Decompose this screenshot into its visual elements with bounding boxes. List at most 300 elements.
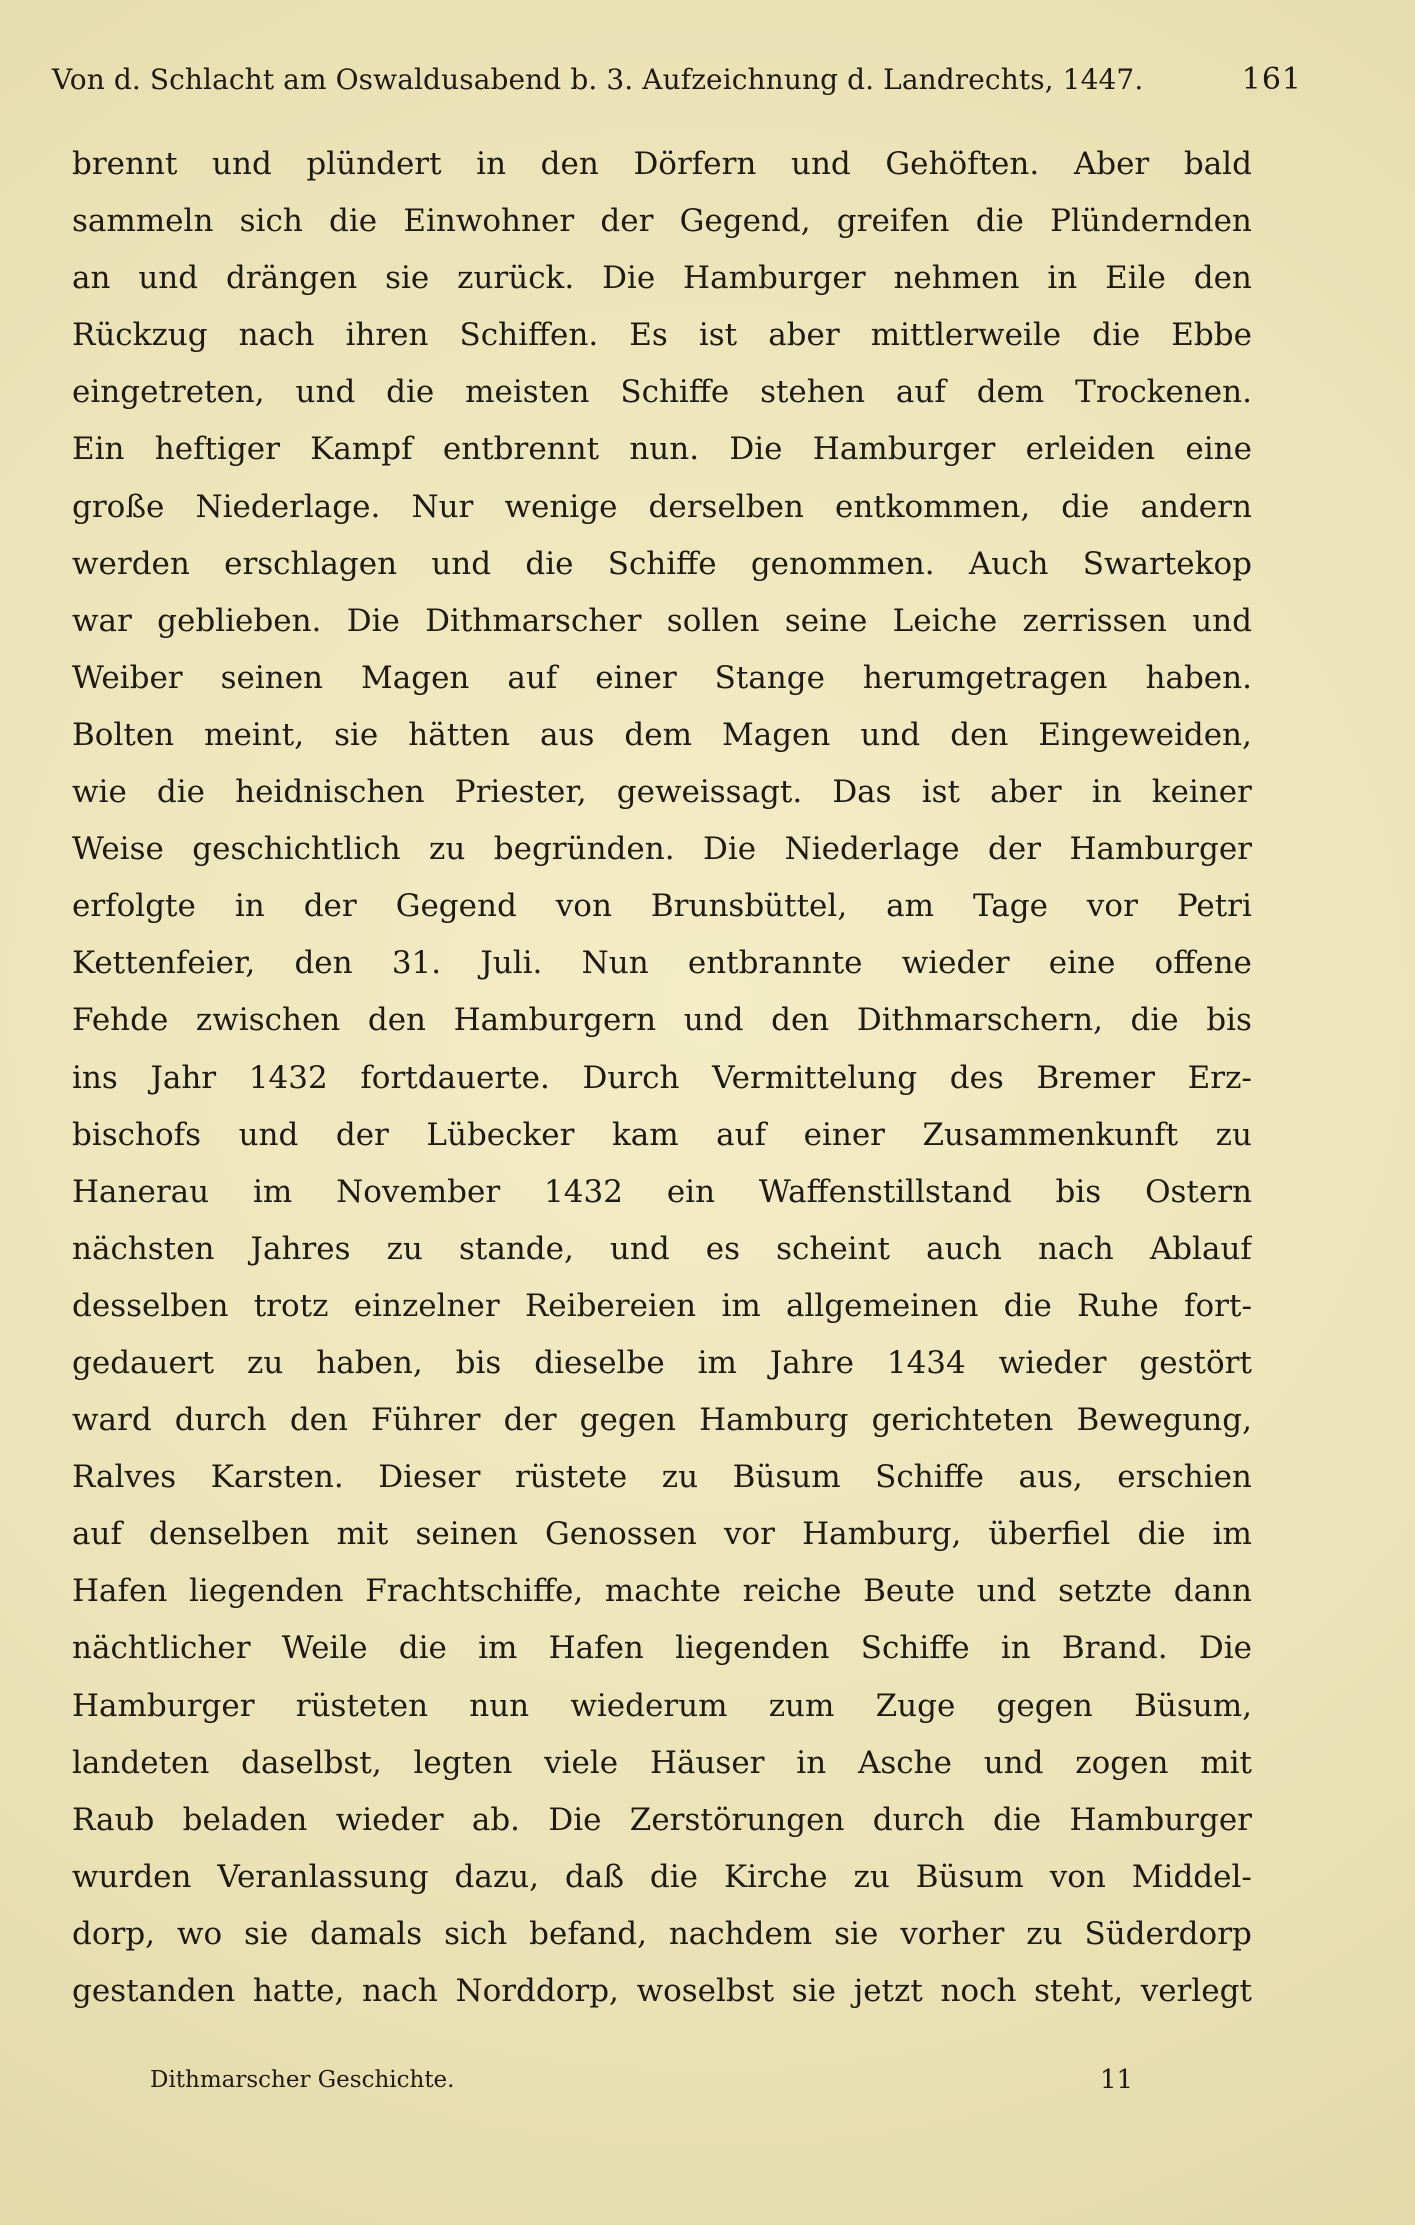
word: die: [1130, 1002, 1179, 1039]
text-line: [72, 764, 1252, 821]
word: gestört: [1139, 1344, 1252, 1381]
word: erleiden: [1025, 431, 1156, 468]
word: sie: [244, 1915, 289, 1952]
word: es: [705, 1230, 741, 1267]
word: Die: [1198, 1630, 1252, 1667]
word: gegen: [996, 1687, 1093, 1724]
word: aber: [990, 774, 1062, 811]
word: Kirche: [723, 1858, 828, 1895]
word: gegen: [579, 1402, 677, 1439]
word: hatte,: [252, 1973, 345, 2009]
word: Petri: [1176, 888, 1252, 925]
word: Kettenfeier,: [72, 945, 256, 982]
word: Trockenen.: [1075, 374, 1252, 411]
word: mit: [1200, 1744, 1252, 1781]
word: haben,: [316, 1344, 423, 1381]
word: Niederlage: [784, 831, 960, 868]
word: begründen.: [493, 831, 675, 868]
word: November: [336, 1173, 501, 1210]
word: Eingeweiden,: [1038, 716, 1252, 753]
text-line: [72, 1050, 1252, 1107]
word: mittlerweile: [870, 317, 1062, 354]
word: überfiel: [988, 1516, 1111, 1553]
word: zu: [661, 1459, 699, 1496]
word: wiederum: [570, 1687, 728, 1724]
word: Leiche: [892, 602, 998, 639]
word: geschichtlich: [192, 831, 401, 868]
word: nächtlicher: [72, 1630, 251, 1667]
word: gedauert: [72, 1344, 215, 1381]
word: aus,: [1018, 1459, 1083, 1496]
word: Frachtschiffe,: [365, 1573, 584, 1610]
word: Hafen: [548, 1630, 644, 1667]
text-line: [72, 1906, 1252, 1963]
word: bis: [455, 1344, 502, 1381]
word: liegenden: [675, 1630, 830, 1667]
word: die: [993, 1801, 1042, 1838]
text-line: [72, 992, 1252, 1049]
word: eine: [1185, 431, 1252, 468]
word: Schiffe: [860, 1630, 970, 1667]
word: Dithmarscher: [425, 602, 642, 639]
word: Jahre: [769, 1344, 854, 1381]
word: Weiber: [72, 659, 183, 696]
word: auch: [926, 1230, 1002, 1267]
word: und: [1192, 602, 1252, 639]
word: offene: [1154, 945, 1252, 982]
word: zu: [429, 831, 466, 868]
word: Rückzug: [72, 317, 208, 354]
word: seine: [784, 602, 868, 639]
word: verlegt: [1140, 1973, 1252, 2009]
word: ist: [698, 317, 738, 354]
word: in: [1047, 260, 1078, 297]
word: zu: [1026, 1915, 1063, 1952]
word: vorher: [900, 1915, 1005, 1952]
text-line: [72, 1563, 1252, 1620]
word: zu: [386, 1230, 423, 1267]
word: Hamburger: [1069, 1801, 1252, 1838]
word: auf: [507, 659, 558, 696]
word: auf: [895, 374, 946, 411]
word: und: [860, 716, 921, 753]
word: Auch: [968, 545, 1049, 582]
word: Hamburg,: [802, 1516, 962, 1553]
word: den: [1193, 260, 1252, 297]
word: und: [683, 1002, 744, 1039]
body-text: [72, 136, 1252, 2036]
word: Eile: [1105, 260, 1166, 297]
word: Raub: [72, 1801, 155, 1838]
word: Hamburger: [812, 431, 996, 468]
word: Gehöften.: [885, 146, 1040, 182]
word: geweissagt.: [616, 774, 803, 811]
word: Aber: [1073, 146, 1150, 182]
word: jetzt: [853, 1973, 923, 2009]
word: Schiffen.: [459, 317, 599, 354]
text-line: [72, 1449, 1252, 1506]
word: im: [478, 1630, 518, 1667]
word: in: [1091, 774, 1122, 811]
text-line: [72, 1849, 1252, 1906]
word: stande,: [458, 1230, 574, 1267]
word: Erz-: [1187, 1059, 1252, 1096]
text-line: [72, 707, 1252, 764]
word: an: [72, 260, 111, 297]
word: die: [156, 774, 206, 811]
word: fortdauerte.: [360, 1059, 550, 1096]
word: die: [525, 545, 574, 582]
word: sie: [791, 1973, 836, 2009]
word: Jahres: [250, 1230, 351, 1267]
text-line: [72, 1792, 1252, 1849]
footer-title: Dithmarscher Geschichte.: [150, 2067, 455, 2093]
word: desselben: [72, 1287, 229, 1324]
word: der: [600, 203, 654, 240]
word: Zerstörungen: [629, 1801, 845, 1838]
word: einer: [595, 659, 677, 696]
word: aus: [540, 716, 595, 753]
word: Hamburger: [683, 260, 866, 297]
word: viele: [544, 1744, 619, 1781]
word: eine: [1048, 945, 1116, 982]
word: Es: [629, 317, 668, 354]
word: entbrennt: [442, 431, 600, 468]
word: nehmen: [893, 260, 1020, 297]
word: war: [72, 602, 132, 639]
word: Ein: [72, 431, 125, 468]
word: und: [138, 260, 199, 297]
word: stehen: [760, 374, 866, 411]
word: Ablauf: [1149, 1230, 1252, 1267]
word: 31.: [391, 945, 442, 982]
word: rüsteten: [295, 1687, 429, 1724]
text-line: [72, 1107, 1252, 1164]
word: im: [252, 1173, 293, 1210]
running-title: Von d. Schlacht am Oswaldusabend b. 3. Aufzeichnung d. Landrechts, 1447.: [52, 63, 1144, 96]
word: Hanerau: [72, 1173, 210, 1210]
word: Zuge: [875, 1687, 956, 1724]
word: Die: [729, 431, 783, 468]
word: in: [476, 146, 507, 182]
word: reiche: [742, 1573, 842, 1610]
text-line: [72, 250, 1252, 307]
text-line: [72, 878, 1252, 935]
word: den: [540, 146, 599, 182]
word: Süderdorp: [1084, 1915, 1252, 1952]
word: Waffenstillstand: [758, 1173, 1012, 1210]
word: Die: [548, 1801, 602, 1838]
word: Bolten: [72, 716, 175, 753]
word: Dörfern: [633, 146, 757, 182]
text-line: [72, 1620, 1252, 1677]
word: zogen: [1075, 1744, 1169, 1781]
footer: [150, 2060, 1150, 2100]
word: wenige: [504, 488, 618, 525]
text-line: [72, 136, 1252, 193]
word: den: [950, 716, 1009, 753]
word: wo: [176, 1915, 223, 1952]
word: dem: [976, 374, 1045, 411]
word: keiner: [1151, 774, 1252, 811]
word: Middel-: [1131, 1858, 1252, 1895]
word: wie: [72, 774, 127, 811]
word: ein: [666, 1173, 716, 1210]
word: Brand.: [1061, 1630, 1168, 1667]
word: gerichteten: [871, 1402, 1054, 1439]
word: derselben: [648, 488, 804, 525]
word: Hafen: [72, 1573, 168, 1610]
word: Das: [832, 774, 892, 811]
word: heidnischen: [235, 774, 425, 811]
word: ins: [72, 1059, 118, 1096]
word: Kampf: [310, 431, 413, 468]
word: dazu,: [454, 1858, 539, 1895]
word: sich: [444, 1915, 508, 1952]
word: dieselbe: [534, 1344, 665, 1381]
text-line: [72, 821, 1252, 878]
word: landeten: [72, 1744, 210, 1781]
text-line: [72, 1221, 1252, 1278]
text-line: [72, 421, 1252, 478]
word: befand,: [529, 1915, 647, 1952]
word: Bremer: [1036, 1059, 1155, 1096]
word: Genossen: [545, 1516, 697, 1553]
word: Durch: [582, 1059, 680, 1096]
word: erschlagen: [224, 545, 398, 582]
word: durch: [872, 1801, 965, 1838]
word: in: [796, 1744, 827, 1781]
word: entbrannte: [687, 945, 863, 982]
word: Brunsbüttel,: [650, 888, 848, 925]
word: Fehde: [72, 1002, 169, 1039]
word: Nun: [581, 945, 649, 982]
word: 1432: [248, 1059, 328, 1096]
word: Niederlage.: [195, 488, 381, 525]
word: die: [1003, 1287, 1052, 1324]
text-line: [72, 1335, 1252, 1392]
word: Hamburgern: [453, 1002, 657, 1039]
word: Norddorp,: [455, 1973, 619, 2009]
word: einzelner: [353, 1287, 500, 1324]
word: Reibereien: [524, 1287, 697, 1324]
text-line: [72, 1506, 1252, 1563]
word: Häuser: [649, 1744, 765, 1781]
word: bischofs: [72, 1116, 202, 1153]
word: und: [976, 1573, 1037, 1610]
word: in: [1000, 1630, 1031, 1667]
word: machte: [604, 1573, 721, 1610]
running-header: [52, 50, 1302, 110]
word: fort-: [1184, 1287, 1252, 1324]
word: geblieben.: [157, 602, 322, 639]
word: Magen: [721, 716, 831, 753]
word: einer: [803, 1116, 885, 1153]
word: ward: [72, 1402, 152, 1439]
word: Hamburger: [72, 1687, 255, 1724]
word: ab.: [471, 1801, 521, 1838]
word: Vermittelung: [712, 1059, 918, 1096]
word: eingetreten,: [72, 374, 265, 411]
word: vor: [723, 1516, 775, 1553]
word: Priester,: [454, 774, 587, 811]
word: die: [398, 1630, 447, 1667]
word: Schiffe: [620, 374, 730, 411]
text-line: [72, 935, 1252, 992]
word: Büsum: [915, 1858, 1024, 1895]
word: entkommen,: [835, 488, 1031, 525]
word: und: [212, 146, 272, 182]
word: 1432: [544, 1173, 623, 1210]
word: Die: [346, 602, 400, 639]
text-line: [72, 193, 1252, 250]
word: den: [294, 945, 353, 982]
word: Hamburg: [699, 1402, 849, 1439]
word: nachdem: [668, 1915, 813, 1952]
word: sollen: [666, 602, 760, 639]
word: am: [886, 888, 935, 925]
word: im: [697, 1344, 737, 1381]
word: Dithmarschern,: [856, 1002, 1103, 1039]
word: den: [771, 1002, 830, 1039]
word: von: [1049, 1858, 1106, 1895]
word: hätten: [408, 716, 510, 753]
word: gestanden: [72, 1973, 236, 2009]
word: nach: [1037, 1230, 1114, 1267]
word: denselben: [149, 1516, 310, 1553]
word: der: [303, 888, 357, 925]
word: andern: [1140, 488, 1252, 525]
word: setzte: [1058, 1573, 1153, 1610]
word: Büsum,: [1134, 1687, 1252, 1724]
word: bis: [1055, 1173, 1102, 1210]
text-line: [72, 593, 1252, 650]
word: Weile: [281, 1630, 368, 1667]
word: seinen: [415, 1516, 518, 1553]
word: nun: [469, 1687, 530, 1724]
word: und: [295, 374, 356, 411]
word: Lübecker: [426, 1116, 575, 1153]
word: nun.: [629, 431, 700, 468]
word: ist: [921, 774, 960, 811]
word: von: [555, 888, 612, 925]
word: nächsten: [72, 1230, 215, 1267]
word: sie: [385, 260, 430, 297]
word: dem: [624, 716, 692, 753]
word: und: [609, 1230, 670, 1267]
word: des: [949, 1059, 1004, 1096]
word: und: [238, 1116, 299, 1153]
word: steht,: [1034, 1973, 1124, 2009]
text-line: [72, 1678, 1252, 1735]
word: zu: [853, 1858, 890, 1895]
word: Ostern: [1145, 1173, 1252, 1210]
word: Zusammenkunft: [922, 1116, 1179, 1153]
word: vor: [1086, 888, 1138, 925]
word: erfolgte: [72, 888, 196, 925]
word: brennt: [72, 146, 178, 182]
word: zurück.: [457, 260, 575, 297]
word: seinen: [220, 659, 324, 696]
signature-mark: 11: [1100, 2065, 1134, 2095]
text-line: [72, 1278, 1252, 1335]
text-line: [72, 364, 1252, 421]
word: und: [791, 146, 851, 182]
word: damals: [310, 1915, 423, 1952]
word: und: [431, 545, 492, 582]
word: Ebbe: [1171, 317, 1252, 354]
word: Juli.: [480, 945, 543, 982]
word: dann: [1173, 1573, 1252, 1610]
word: große: [72, 488, 165, 525]
word: Gegend,: [679, 203, 811, 240]
word: meint,: [204, 716, 305, 753]
word: sammeln: [72, 203, 214, 240]
word: Die: [602, 260, 656, 297]
word: sie: [334, 716, 379, 753]
page-number: 161: [1241, 62, 1302, 97]
text-line: [72, 479, 1252, 536]
word: Schiffe: [875, 1459, 985, 1496]
word: zu: [1215, 1116, 1252, 1153]
word: Bewegung,: [1076, 1402, 1252, 1439]
word: Veranlassung: [217, 1858, 429, 1895]
word: erschien: [1117, 1459, 1252, 1496]
word: sich: [239, 203, 303, 240]
word: nach: [362, 1973, 438, 2009]
word: auf: [716, 1116, 767, 1153]
word: Tage: [973, 888, 1048, 925]
word: haben.: [1145, 659, 1252, 696]
word: legten: [413, 1744, 513, 1781]
word: auf: [72, 1516, 122, 1553]
word: die: [329, 203, 378, 240]
word: Einwohner: [403, 203, 575, 240]
word: allgemeinen: [786, 1287, 979, 1324]
word: noch: [940, 1973, 1017, 2009]
word: Karsten.: [210, 1459, 344, 1496]
word: kam: [611, 1116, 679, 1153]
word: im: [1212, 1516, 1252, 1553]
word: der: [987, 831, 1041, 868]
word: Dieser: [378, 1459, 481, 1496]
word: plündert: [306, 146, 442, 182]
word: trotz: [253, 1287, 329, 1324]
word: genommen.: [750, 545, 935, 582]
word: die: [1061, 488, 1110, 525]
word: mit: [336, 1516, 389, 1553]
word: durch: [174, 1402, 267, 1439]
word: Weise: [72, 831, 164, 868]
word: rüstete: [514, 1459, 628, 1496]
text-line: [72, 1164, 1252, 1221]
word: nach: [238, 317, 315, 354]
word: Die: [703, 831, 757, 868]
text-line: [72, 1392, 1252, 1449]
word: greifen: [836, 203, 950, 240]
word: im: [721, 1287, 761, 1324]
word: Gegend: [395, 888, 517, 925]
word: Stange: [714, 659, 825, 696]
word: dorp,: [72, 1915, 156, 1952]
word: der: [335, 1116, 389, 1153]
word: zwischen: [195, 1002, 341, 1039]
word: woselbst: [636, 1973, 775, 2009]
word: in: [234, 888, 265, 925]
word: Nur: [411, 488, 474, 525]
word: Schiffe: [607, 545, 717, 582]
word: Magen: [361, 659, 470, 696]
